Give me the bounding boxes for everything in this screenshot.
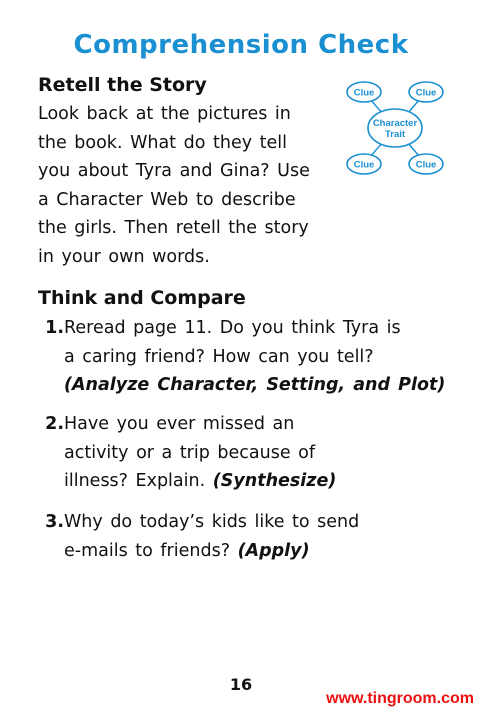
retell-line: the book. What do they tell (38, 132, 287, 153)
trait-label: Trait (384, 129, 406, 140)
question-line: a caring friend? How can you tell? (64, 346, 374, 367)
question-item (38, 410, 458, 496)
think-compare-heading: Think and Compare (38, 287, 246, 309)
question-line: e-mails to friends? (64, 540, 230, 561)
question-item (38, 314, 458, 400)
question-item (38, 508, 458, 565)
page-title: Comprehension Check (73, 30, 409, 60)
clue-label: Clue (415, 159, 437, 171)
character-web-diagram (345, 78, 445, 178)
question-number: 2. (45, 414, 64, 434)
watermark: www.tingroom.com (326, 690, 474, 707)
question-line: Have you ever missed an (64, 414, 295, 434)
clue-label: Clue (415, 87, 437, 99)
retell-paragraph (38, 100, 338, 272)
retell-line: a Character Web to describe (38, 189, 296, 210)
question-skill-tag: (Analyze Character, Setting, and Plot) (64, 375, 446, 396)
question-line: activity or a trip because of (64, 442, 316, 463)
retell-line: in your own words. (38, 246, 210, 267)
character-label: Character (372, 118, 418, 129)
retell-line: the girls. Then retell the story (38, 218, 309, 239)
page-number: 16 (229, 675, 253, 694)
question-line: Why do today’s kids like to send (64, 512, 360, 532)
retell-heading: Retell the Story (38, 74, 207, 96)
retell-line: Look back at the pictures in (38, 104, 291, 124)
clue-label: Clue (353, 87, 375, 99)
question-line: Reread page 11. Do you think Tyra is (64, 318, 401, 338)
question-line: illness? Explain. (64, 471, 206, 492)
question-number: 1. (45, 318, 64, 338)
question-skill-tag: (Synthesize) (212, 471, 337, 492)
clue-label: Clue (353, 159, 375, 171)
question-skill-tag: (Apply) (237, 540, 310, 561)
retell-line: you about Tyra and Gina? Use (38, 161, 310, 182)
question-number: 3. (45, 512, 64, 532)
